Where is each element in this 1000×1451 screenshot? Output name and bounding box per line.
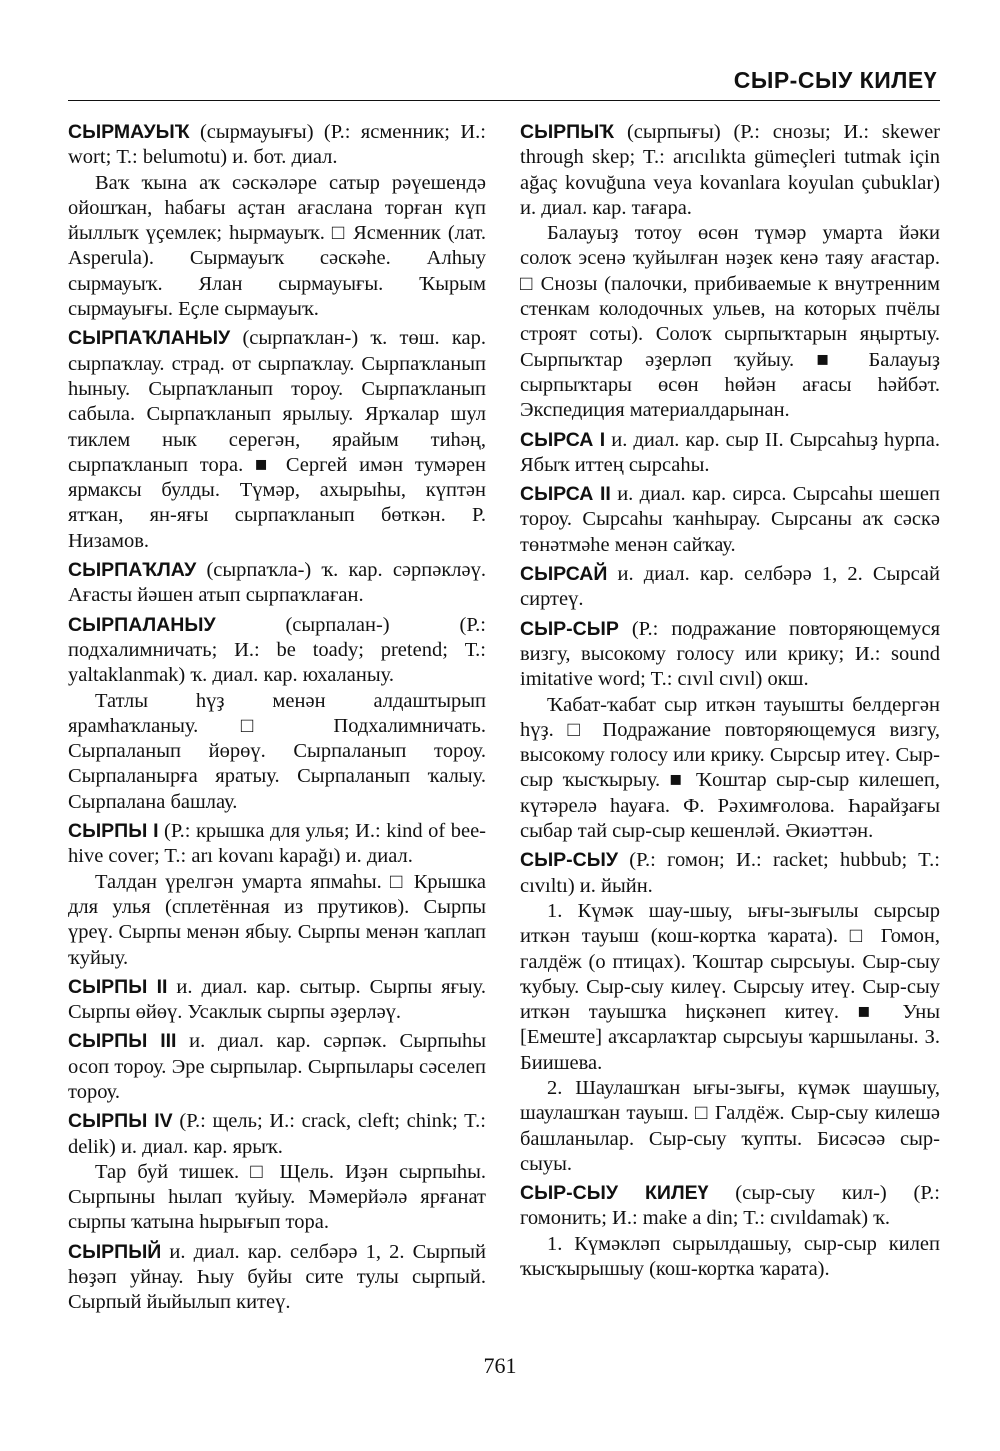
right-column bbox=[520, 120, 940, 1286]
entry-definition: (Р.: подражание повторяющемуся визгу, высокому голосу или крику; И.: sound imitative word; T.: cıvıl cıvıl) окш. bbox=[520, 617, 940, 691]
entry-headword: СЫРПЫЙ bbox=[68, 1240, 162, 1263]
dictionary-entry bbox=[68, 975, 486, 1026]
dictionary-entry bbox=[68, 1240, 486, 1316]
entry-headword: СЫРПАҠЛАУ bbox=[68, 559, 197, 582]
dictionary-entry bbox=[68, 120, 486, 322]
entry-paragraph: 1. Күмәк шау-шыу, ығы-зығылы сырсыр иткән тауыш (кош-кортка ҡарата). □ Гомон, галдёж (о птицах). Ҡоштар сырсыуы. Сыр-сыу ҡубыу. Сыр-сыу килеү. Сырсыу итеү. Сыр-сыу иткән тауышҡа һиҫкәнеп китеү. ■ Уны [Емеште] аҡсарлаҡтар сырсыуы ҡаршыланы. З. Биишева. bbox=[520, 899, 940, 1074]
entry-headword: СЫР-СЫУ bbox=[520, 849, 618, 872]
entry-headword: СЫРСАЙ bbox=[520, 563, 608, 586]
entry-headword: СЫРСА II bbox=[520, 483, 611, 506]
entry-definition: (Р.: щель; И.: crack, cleft; chink; T.: delik) и. диал. кар. ярыҡ. bbox=[68, 1110, 486, 1158]
entry-definition: (сырпалан-) (Р.: подхалимничать; И.: be toady; pretend; Т.: yaltaklanmak) ҡ. диал. кар. юхаланыу. bbox=[68, 613, 486, 687]
header-rule bbox=[68, 100, 940, 101]
dictionary-entry bbox=[520, 1181, 940, 1282]
entry-definition: и. диал. кар. сирса. Сырсаһы шешеп тороу. Сырсаһы ҡанһырау. Сырсаны аҡ сәскә төнәтмәһе менән сайҡау. bbox=[520, 483, 940, 556]
entry-definition: и. диал. кар. сыр II. Сырсаһыҙ һурпа. Ябыҡ иттең сырсаһы. bbox=[520, 428, 940, 476]
entry-definition: и. диал. кар. сытыр. Сырпы яғыу. Сырпы өйөү. Усаклык сырпы әҙерләү. bbox=[68, 975, 487, 1024]
entry-definition: и. диал. кар. сәрпәк. Сырпыһы осоп тороу. Эре сырпылар. Сырпылары сәселеп тороу. bbox=[68, 1030, 486, 1103]
dictionary-entry bbox=[520, 120, 940, 424]
entry-headword: СЫРПАЛАНЫУ bbox=[68, 613, 216, 636]
dictionary-entry bbox=[68, 558, 486, 609]
dictionary-entry bbox=[520, 482, 940, 558]
entry-definition: (Р.: крышка для улья; И.: kind of bee-hive cover; T.: arı kovanı kapağı) и. диал. bbox=[68, 820, 486, 868]
entry-paragraph: 2. Шаулашҡан ығы-зығы, күмәк шаушыу, шаулашҡан тауыш. □ Галдёж. Сыр-сыу килешә башланылар. Сыр-сыу ҡупты. Бисәсәә сыр-сыуы. bbox=[520, 1076, 940, 1175]
entry-paragraph: Ваҡ ҡына аҡ сәскәләре сатыр рәүешендә ойошҡан, һабағы аҫтан ағаслана торған күп йыллыҡ үҫемлек; һырмауыҡ. □ Ясменник (лат. Asperula). Сырмауыҡ сәскәһе. Алһыу сырмауыҡ. Ялан сырмауығы. Ҡырым сырмауығы. Еҫле сырмауыҡ. bbox=[68, 171, 486, 321]
entry-paragraph: Тар буй тишек. □ Щель. Иҙән сырпыһы. Сырпыны һылап ҡуйыу. Мәмерйәлә ярғанат сырпы ҡатына һырығып тора. bbox=[68, 1160, 486, 1234]
entry-definition: (сырпаҡла-) ҡ. кар. сәрпәкләү. Ағасты йәшен атып сырпаҡлаған. bbox=[68, 559, 486, 607]
dictionary-entry bbox=[520, 848, 940, 1177]
dictionary-entry bbox=[520, 428, 940, 479]
left-column bbox=[68, 120, 486, 1320]
entry-definition: (сырпығы) (Р.: снозы; И.: skewer through skep; T.: arıcılıkta gümeçleri tutmak için ağaç kovuğuna veya kovanlara koyulan çubuklar) и. диал. кар. тағара. bbox=[520, 121, 940, 219]
entry-headword: СЫРПЫ II bbox=[68, 975, 168, 998]
entry-definition: и. диал. кар. селбәрә 1, 2. Сырпый һөҙәп уйнау. Һыу буйы сите тулы сырпый. Сырпый йыйылып китеү. bbox=[68, 1240, 486, 1314]
entry-headword: СЫР-СЫР bbox=[520, 617, 619, 640]
dictionary-entry bbox=[520, 562, 940, 613]
entry-headword: СЫРПЫҠ bbox=[520, 121, 615, 143]
entry-definition: и. диал. кар. селбәрә 1, 2. Сырсай сиртеү. bbox=[520, 563, 940, 611]
entry-headword: СЫР-СЫУ КИЛЕҮ bbox=[520, 1182, 709, 1205]
entry-headword: СЫРСА I bbox=[520, 428, 606, 451]
dictionary-entry bbox=[68, 1029, 486, 1105]
dictionary-entry bbox=[520, 617, 940, 845]
entry-headword: СЫРПЫ III bbox=[68, 1030, 177, 1053]
entry-definition: (сырмауығы) (Р.: ясменник; И.: wort; Т.: belumotu) и. бот. диал. bbox=[68, 121, 486, 169]
entry-paragraph: Балауыҙ тотоу өсөн түмәр умарта йәки солоҡ эсенә ҡуйылған нәҙек кенә таяу ағастар. □ Снозы (палочки, прибиваемые к внутренним стенкам колодочных ульев, на которых пчёлы строят соты). Солоҡ сырпыҡтарын яңыртыу. Сырпыҡтар әҙерләп ҡуйыу. ■ Балауыҙ сырпыҡтары өсөн һөйән ағасы һәйбәт. Экспедиция материалдарынан. bbox=[520, 222, 940, 422]
entry-paragraph: Талдан үрелгән умарта япмаһы. □ Крышка для улья (сплетённая из прутиков). Сырпы үреү. Сырпы менән ябыу. Сырпы менән ҡаплап ҡуйыу. bbox=[68, 870, 486, 969]
entry-headword: СЫРПАҠЛАНЫУ bbox=[68, 327, 231, 350]
entry-headword: СЫРМАУЫҠ bbox=[68, 121, 190, 143]
entry-paragraph: 1. Күмәкләп сырылдашыу, сыр-сыр килеп ҡысҡырышыу (кош-кортка ҡарата). bbox=[520, 1232, 940, 1281]
dictionary-entry bbox=[68, 1109, 486, 1235]
entry-definition: (Р.: гомон; И.: racket; hubbub; T.: cıvıltı) и. йыйн. bbox=[520, 849, 940, 897]
entry-definition: (сыр-сыу кил-) (Р.: гомонить; И.: make a din; T.: cıvıldamak) ҡ. bbox=[520, 1182, 940, 1230]
dictionary-entry bbox=[68, 326, 486, 554]
entry-headword: СЫРПЫ I bbox=[68, 820, 159, 843]
running-head: СЫР-СЫУ КИЛЕҮ bbox=[733, 67, 937, 93]
dictionary-entry bbox=[68, 819, 486, 971]
dictionary-entry bbox=[68, 613, 486, 815]
entry-definition: (сырпаҡлан-) ҡ. төш. кар. сырпаҡлау. страд. от сырпаҡлау. Сырпаҡланып һыныу. Сырпаҡланып тороу. Сырпаҡланып сабыла. Сырпаҡланып ярылыу. Ярҡалар шул тиклем нык серегән, ярайым тиһәң, сырпаҡланып тора. ■ Сергей имән тумәрен ярмаксы булды. Түмәр, ахырыһы, күптән ятҡан, ян-яғы сырпаҡланып бөткән. Р. Низамов. bbox=[68, 327, 486, 552]
entry-paragraph: Татлы һүҙ менән алдаштырып ярамһаҡланыу. □ Подхалимничать. Сырпаланып йөрөү. Сырпаланып тороу. Сырпаланырға яратыу. Сырпаланып ҡалыу. Сырпалана башлау. bbox=[68, 689, 486, 813]
entry-headword: СЫРПЫ IV bbox=[68, 1110, 173, 1133]
page-number: 761 bbox=[483, 1353, 517, 1378]
entry-paragraph: Ҡабат-ҡабат сыр иткән тауышты белдергән һүҙ. □ Подражание повторяющемуся визгу, высокому голосу или крику. Сырсыр итеү. Сыр-сыр ҡысҡырыу. ■ Ҡоштар сыр-сыр килешеп, күтәрелә һауаға. Ф. Рәхимғолова. Һарайҙағы сыбар тай сыр-сыр кешенләй. Әкиәттән. bbox=[520, 693, 940, 843]
